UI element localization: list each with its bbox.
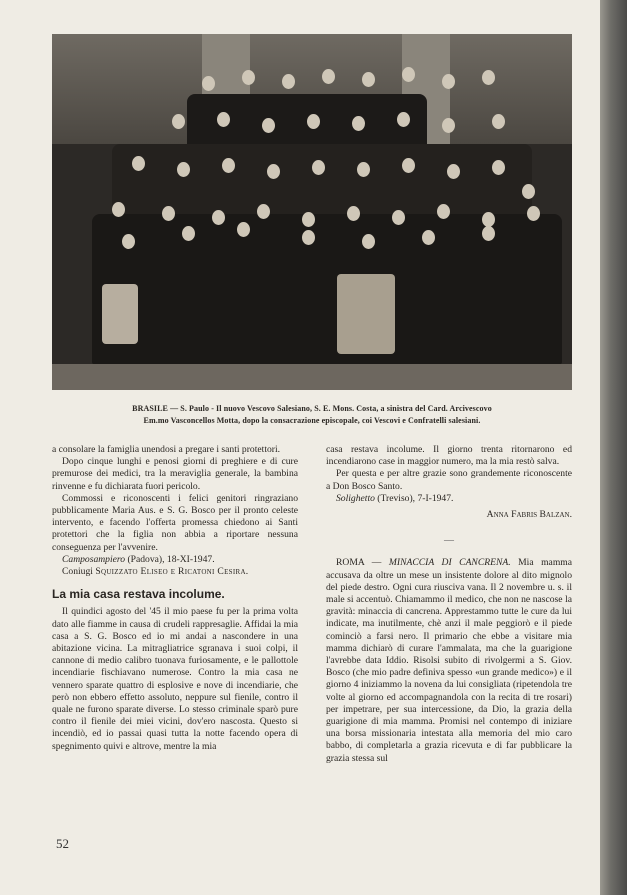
paragraph: Commossi e riconoscenti i felici genitori ringraziano pubblicamente Maria Aus. e S. G. Bosco per il pronto celeste intervento, e facendo l'offerta promessa chiedono ai Santi protettori che la figlia non abbia a riportare nessuna conseguenza per l'avvenire. <box>52 492 298 553</box>
photo-person <box>397 112 410 127</box>
photo-person <box>202 76 215 91</box>
photo-person <box>492 160 505 175</box>
photo-person <box>282 74 295 89</box>
photo-person <box>402 158 415 173</box>
photo-person <box>352 116 365 131</box>
photo-person <box>357 162 370 177</box>
photo-person <box>112 202 125 217</box>
paragraph: Per questa e per altre grazie sono grandemente riconoscente a Don Bosco Santo. <box>326 468 572 492</box>
photo-person <box>177 162 190 177</box>
photo-person <box>447 164 460 179</box>
photo-person <box>402 67 415 82</box>
photo-person <box>322 69 335 84</box>
signature-prefix: Coniugi <box>62 566 96 578</box>
photo-caption <box>62 403 562 427</box>
photo-person <box>237 222 250 237</box>
photo-person <box>437 204 450 219</box>
caption-line-1: BRASILE — S. Paulo - Il nuovo Vescovo Salesiano, S. E. Mons. Costa, a sinistra del Card. Arcivescovo <box>132 404 492 413</box>
place-date <box>52 554 298 566</box>
caption-line-2: Em.mo Vasconcellos Motta, dopo la consacrazione episcopale, coi Vescovi e Confratelli salesiani. <box>143 416 481 425</box>
photo-person <box>392 210 405 225</box>
signature <box>52 566 298 578</box>
photo-person <box>132 156 145 171</box>
page-number: 52 <box>56 836 69 851</box>
photo-person <box>217 112 230 127</box>
photo-person <box>527 206 540 221</box>
photo-person <box>262 118 275 133</box>
place-date-rest: (Treviso), 7-I-1947. <box>374 492 454 504</box>
photo-person <box>242 70 255 85</box>
photo-person <box>362 234 375 249</box>
photo-person <box>312 160 325 175</box>
place-date <box>326 493 572 505</box>
left-column <box>52 444 298 753</box>
photo-person <box>267 164 280 179</box>
photo-person <box>212 210 225 225</box>
paragraph: a consolare la famiglia unendosi a pregare i santi protettori. <box>52 444 281 455</box>
photo-person <box>362 72 375 87</box>
photo-person <box>492 114 505 129</box>
right-column <box>326 444 572 765</box>
photo-person <box>122 234 135 249</box>
place-name: Camposampiero <box>62 553 126 565</box>
photo-vestment <box>102 284 138 344</box>
photo-person <box>482 70 495 85</box>
photo-floor <box>52 364 572 390</box>
paragraph: casa restava incolume. Il giorno trenta ritornarono ed incendiarono case in maggior numero, ma la mia restò salva. <box>326 444 572 468</box>
photo-person <box>522 184 535 199</box>
place-name: Solighetto <box>336 492 375 504</box>
roma-label: ROMA — <box>336 557 389 569</box>
photo-person <box>482 212 495 227</box>
section-divider: — <box>444 535 454 547</box>
roma-title: MINACCIA DI CANCRENA. <box>388 557 511 569</box>
page-edge <box>600 0 627 895</box>
photo-person <box>302 230 315 245</box>
section-heading: La mia casa restava incolume. <box>52 587 225 602</box>
photo-person <box>422 230 435 245</box>
photo-person <box>347 206 360 221</box>
signature: Anna Fabris Balzan. <box>486 509 572 521</box>
photo-person <box>182 226 195 241</box>
paragraph: Il quindici agosto del '45 il mio paese fu per la prima volta dato alle fiamme in causa di crudeli rappresaglie. Affidai la mia casa a S. G. Bosco ed io mi andai a nascondere in una abitazione vicina. La mitragliatrice sgranava i suoi colpi, il cannone di medio calibro tuonava furiosamente, e le pallottole incendiarie fischiavano numerose. Contro la mia casa ne vennero sparate quattro di esplosive e nove di incendiarie, che però non ebbero effetto assoluto, neppure sul fienile, contro il quale ne furono sparate diverse. Lo stesso criminale sparò pure contro il fienile dei miei vicini, dov'ero nascosta. Questo si incendiò, ed io passai quasi tutta la notte facendo opera di spegnimento quivi e altrove, mentre la mia <box>52 606 298 752</box>
photo-person <box>307 114 320 129</box>
photo-person <box>482 226 495 241</box>
roma-text: Mia mamma accusava da oltre un mese un insistente dolore al dito mignolo del piede destro. Ogni cura riusciva vana. Il 2 novembre u. s. il male si accentuò. Chiamammo il medico, che non ne nascose la gravità: minaccia di cancrena. Apprestammo tutte le cure da lui indicate, ma inutilmente, chè anzi il male peggiorò e il piede cominciò a farsi nero. Il primario che ebbe a visitare mia mamma dichiarò di curare l'ammalata, ma che la guarigione l'avrebbe data Iddio. Risolsi subito di rivolgermi a S. Giov. Bosco (che mio padre definiva spesso «un grande medico») e il giorno 4 iniziammo la novena da lui consigliata (ripetendola tre volte al giorno ed accompagnandola con la recita di tre rosari) per impetrare, per sua intercessione, da Dio, la grazia della guarigione di mia mamma. Promisi nel contempo di iniziare una borsa missionaria intestata alla memoria del mio caro babbo, di completarla a grazia ricevuta e di far pubblicare la grazia stessa sul <box>326 557 572 764</box>
photo-person <box>172 114 185 129</box>
place-date-rest: (Padova), 18-XI-1947. <box>125 553 215 565</box>
paragraph-roma <box>326 557 572 764</box>
signature-names: Squizzato Eliseo e Ricatoni Cesira. <box>95 566 249 578</box>
photo-person <box>302 212 315 227</box>
group-photo <box>52 34 572 390</box>
paragraph: Dopo cinque lunghi e penosi giorni di preghiere e di cure premurose dei medici, tra la meraviglia generale, la bambina rinvenne e fu dichiarata fuori pericolo. <box>52 456 298 492</box>
photo-person <box>257 204 270 219</box>
photo-person <box>442 74 455 89</box>
photo-person <box>222 158 235 173</box>
photo-person <box>162 206 175 221</box>
photo-person <box>442 118 455 133</box>
photo-vestment <box>337 274 395 354</box>
